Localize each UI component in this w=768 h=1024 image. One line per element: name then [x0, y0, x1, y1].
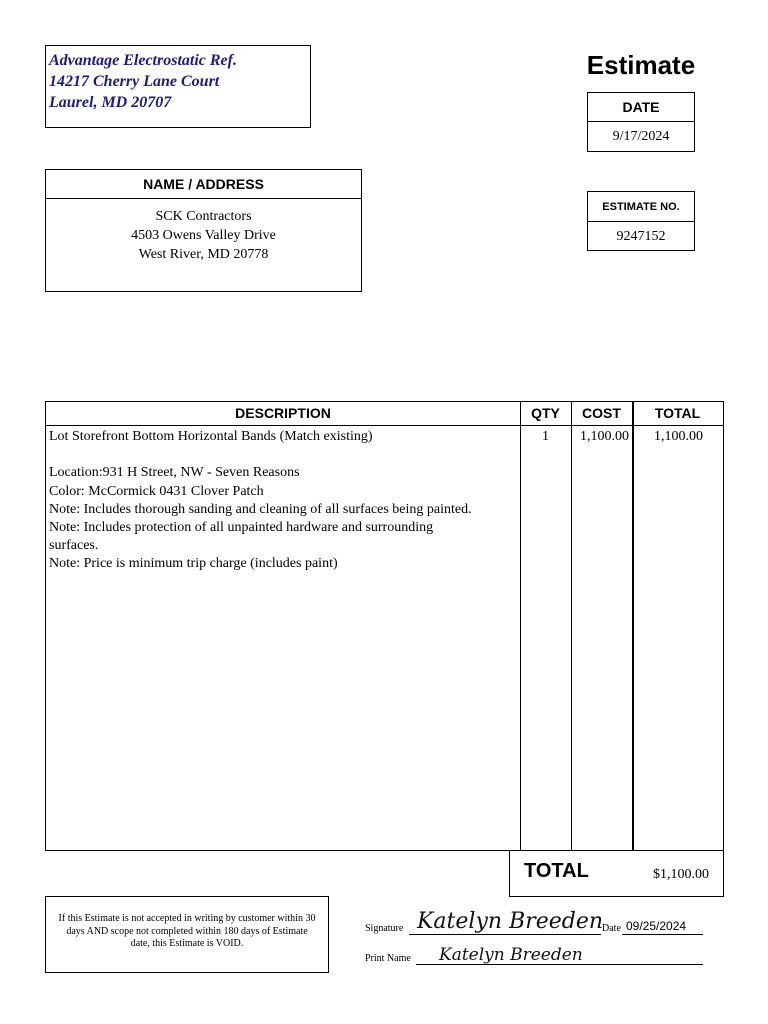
grand-total-box	[509, 851, 724, 897]
company-city: Laurel, MD 20707	[49, 94, 172, 111]
line-items-table	[45, 401, 724, 851]
signature-date-value: 09/25/2024	[626, 919, 687, 933]
date-label: DATE	[588, 93, 694, 122]
company-address-box	[45, 45, 311, 128]
customer-name: SCK Contractors	[155, 209, 252, 224]
print-name-label: Print Name	[365, 953, 411, 964]
company-name: Advantage Electrostatic Ref.	[49, 52, 237, 69]
estimate-number-value: 9247152	[616, 229, 666, 244]
customer-city: West River, MD 20778	[138, 247, 269, 262]
description-line: Note: Price is minimum trip charge (includes paint)	[49, 556, 338, 572]
print-name-row	[365, 939, 705, 969]
printed-name: Katelyn Breeden	[439, 945, 583, 965]
description-line	[49, 446, 519, 464]
grand-total-value: $1,100.00	[653, 867, 709, 882]
customer-street: 4503 Owens Valley Drive	[131, 228, 276, 243]
document-title: Estimate	[586, 50, 696, 80]
signature-date-label: Date	[602, 923, 621, 934]
description-header: DESCRIPTION	[46, 402, 520, 426]
name-address-box	[45, 169, 362, 292]
date-value: 9/17/2024	[612, 129, 670, 144]
estimate-number-label: ESTIMATE NO.	[588, 192, 694, 222]
signature-label: Signature	[365, 923, 404, 934]
column-divider	[571, 402, 572, 850]
signature: Katelyn Breeden	[417, 909, 604, 934]
item-qty: 1	[542, 429, 549, 444]
description-line: Lot Storefront Bottom Horizontal Bands (Match existing)	[49, 429, 373, 444]
qty-header: QTY	[520, 402, 571, 426]
date-box	[587, 92, 695, 152]
description-line: surfaces.	[49, 538, 99, 554]
void-notice: If this Estimate is not accepted in writing by customer within 30 days AND scope not completed within 180 days of Estimate date, this Estimate is VOID.	[45, 896, 329, 973]
item-cost: 1,100.00	[580, 429, 629, 444]
item-total: 1,100.00	[654, 429, 703, 444]
estimate-number-box	[587, 191, 695, 251]
item-description	[49, 428, 519, 574]
signature-line	[409, 934, 601, 935]
description-line: Note: Includes thorough sanding and cleaning of all surfaces being painted.	[49, 501, 472, 517]
signature-row	[365, 909, 705, 939]
company-street: 14217 Cherry Lane Court	[49, 73, 220, 90]
description-line: Location:931 H Street, NW - Seven Reasons	[49, 465, 300, 481]
total-header: TOTAL	[632, 402, 723, 426]
cost-header: COST	[571, 402, 632, 426]
grand-total-label: TOTAL	[524, 860, 589, 882]
name-address-label: NAME / ADDRESS	[46, 170, 361, 199]
customer-address	[46, 199, 361, 264]
column-divider	[520, 402, 521, 850]
column-divider	[632, 402, 634, 850]
description-line: Color: McCormick 0431 Clover Patch	[49, 483, 264, 499]
description-line: Note: Includes protection of all unpainted hardware and surrounding	[49, 520, 434, 535]
signature-date-line	[622, 934, 703, 935]
